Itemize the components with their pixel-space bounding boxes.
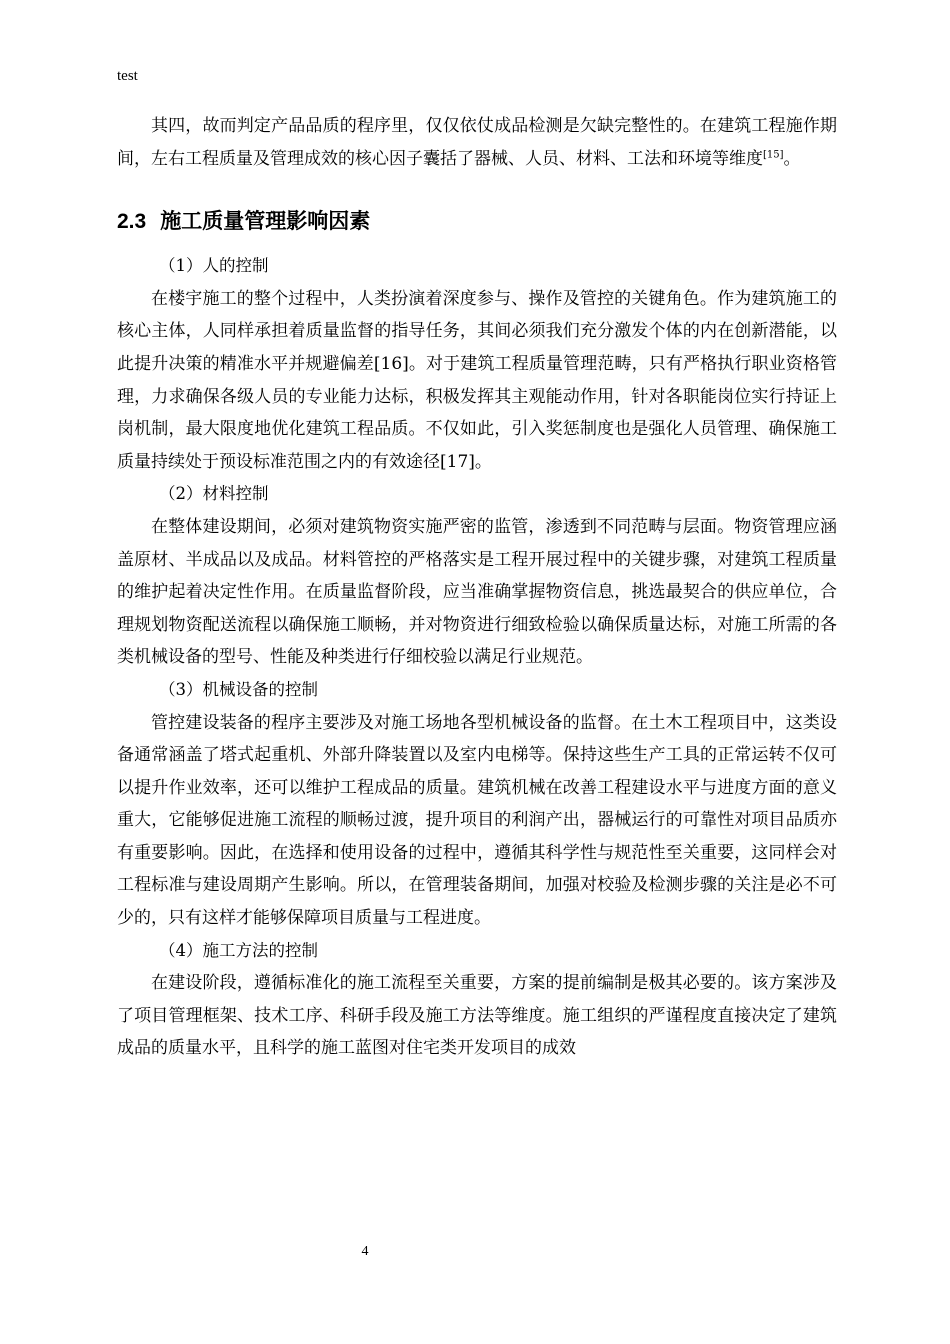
intro-text: 其四，故而判定产品品质的程序里，仅仅依仗成品检测是欠缺完整性的。在建筑工程施作期间，左右工程质量及管理成效的核心因子囊括了器械、人员、材料、工法和环境等维度 (117, 116, 837, 169)
intro-end: 。 (783, 148, 801, 169)
page-number: 4 (361, 1244, 369, 1259)
section-number: 2.3 (117, 210, 147, 234)
paragraph-methods: 在建设阶段，遵循标准化的施工流程至关重要，方案的提前编制是极其必要的。该方案涉及了项目管理框架、技术工序、科研手段及施工方法等维度。施工组织的严谨程度直接决定了建筑成品的质量水平，且科学的施工蓝图对住宅类开发项目的成效 (117, 973, 837, 1059)
document-body (117, 110, 837, 1065)
paragraph-people: 在楼宇施工的整个过程中，人类扮演着深度参与、操作及管控的关键角色。作为建筑施工的核心主体，人同样承担着质量监督的指导任务，其间必须我们充分激发个体的内在创新潜能，以此提升决策的精准水平并规避偏差[16]。对于建筑工程质量管理范畴，只有严格执行职业资格管理，力求确保各级人员的专业能力达标，积极发挥其主观能动作用，针对各职能岗位实行持证上岗机制，最大限度地优化建筑工程品质。不仅如此，引入奖惩制度也是强化人员管理、确保施工质量持续处于预设标准范围之内的有效途径[17]。 (117, 288, 837, 472)
intro-paragraph (117, 110, 837, 175)
page-header: test (117, 68, 138, 84)
subheading-people: （1）人的控制 (159, 256, 269, 276)
paragraph-materials: 在整体建设期间，必须对建筑物资实施严密的监管，渗透到不同范畴与层面。物资管理应涵盖原材、半成品以及成品。材料管控的严格落实是工程开展过程中的关键步骤，对建筑工程质量的维护起着决定性作用。在质量监督阶段，应当准确掌握物资信息，挑选最契合的供应单位，合理规划物资配送流程以确保施工顺畅，并对物资进行细致检验以确保质量达标，对施工所需的各类机械设备的型号、性能及种类进行仔细校验以满足行业规范。 (117, 516, 837, 668)
subheading-materials: （2）材料控制 (159, 484, 269, 504)
paragraph-machinery: 管控建设装备的程序主要涉及对施工场地各型机械设备的监督。在土木工程项目中，这类设备通常涵盖了塔式起重机、外部升降装置以及室内电梯等。保持这些生产工具的正常运转不仅可以提升作业效率，还可以维护工程成品的质量。建筑机械在改善工程建设水平与进度方面的意义重大，它能够促进施工流程的顺畅过渡，提升项目的利润产出，器械运行的可靠性对项目品质亦有重要影响。因此，在选择和使用设备的过程中，遵循其科学性与规范性至关重要，这同样会对工程标准与建设周期产生影响。所以，在管理装备期间，加强对校验及检测步骤的关注是必不可少的，只有这样才能够保障项目质量与工程进度。 (117, 712, 837, 929)
citation-ref: [15] (763, 148, 784, 160)
subheading-machinery: （3）机械设备的控制 (159, 679, 318, 699)
section-heading (117, 175, 837, 250)
section-title: 施工质量管理影响因素 (160, 209, 371, 234)
subheading-methods: （4）施工方法的控制 (159, 940, 318, 960)
